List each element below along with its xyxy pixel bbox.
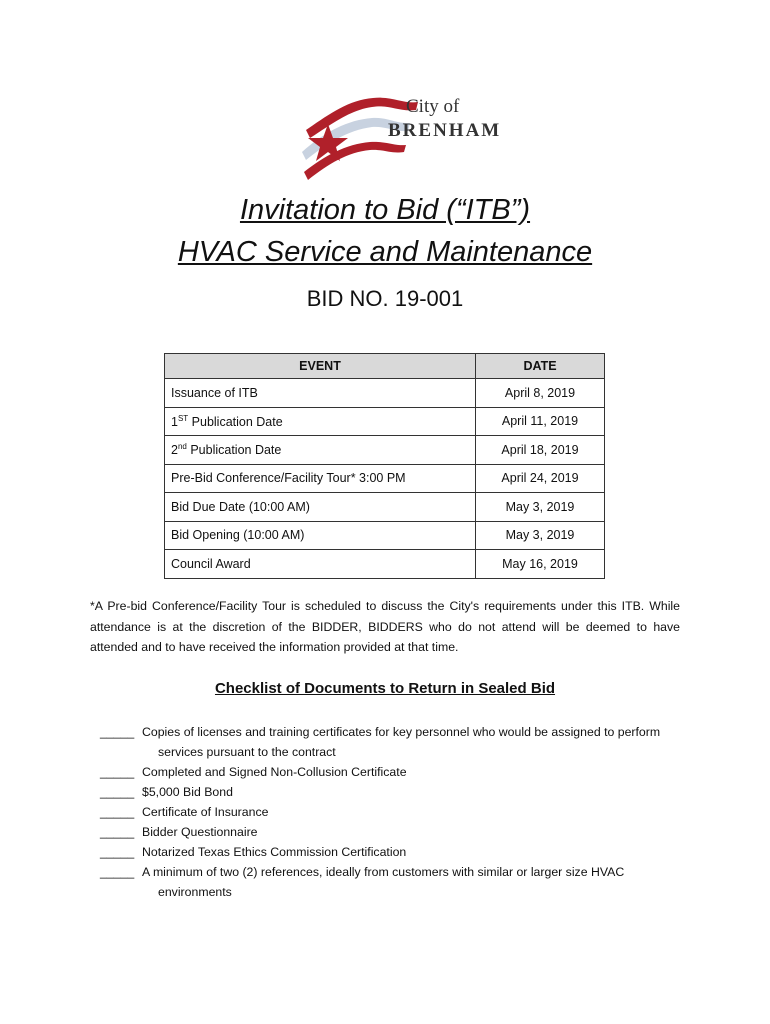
title-line-2: HVAC Service and Maintenance <box>177 236 593 268</box>
date-cell: April 18, 2019 <box>476 436 605 465</box>
checklist-blank: _____ <box>100 785 135 799</box>
checklist-blank: _____ <box>100 845 135 859</box>
date-cell: May 3, 2019 <box>476 493 605 522</box>
logo-name-text: BRENHAM <box>388 120 502 141</box>
list-item <box>100 722 690 762</box>
date-cell: April 24, 2019 <box>476 464 605 493</box>
checklist-blank: _____ <box>100 865 135 879</box>
prebid-note: *A Pre-bid Conference/Facility Tour is scheduled to discuss the City's requirements under this ITB. While attendance is at the discretion of the BIDDER, BIDDERS who do not attend will be deemed to have attended and to have received the information provided at that time. <box>90 599 680 654</box>
schedule-header-row <box>165 354 605 379</box>
checklist-text-cont: environments <box>158 885 232 899</box>
schedule-table <box>164 353 605 579</box>
event-cell: Issuance of ITB <box>165 379 476 408</box>
bid-number: BID NO. 19-001 <box>306 286 464 311</box>
checklist-blank: _____ <box>100 725 135 739</box>
event-cell: 2nd Publication Date <box>165 436 476 465</box>
event-cell: Bid Opening (10:00 AM) <box>165 521 476 550</box>
event-cell: Council Award <box>165 550 476 579</box>
list-item <box>100 762 690 782</box>
checklist-text: Certificate of Insurance <box>142 805 269 819</box>
event-header: EVENT <box>165 354 476 379</box>
event-cell: 1ST Publication Date <box>165 407 476 436</box>
city-logo <box>298 90 502 186</box>
date-cell: May 3, 2019 <box>476 521 605 550</box>
list-item <box>100 862 690 902</box>
checklist-blank: _____ <box>100 805 135 819</box>
list-item <box>100 802 690 822</box>
table-row <box>165 436 605 465</box>
checklist-text: Notarized Texas Ethics Commission Certification <box>142 845 407 859</box>
date-cell: April 8, 2019 <box>476 379 605 408</box>
list-item <box>100 822 690 842</box>
table-row <box>165 379 605 408</box>
event-cell: Bid Due Date (10:00 AM) <box>165 493 476 522</box>
checklist-blank: _____ <box>100 765 135 779</box>
table-row <box>165 550 605 579</box>
table-row <box>165 521 605 550</box>
checklist-text: A minimum of two (2) references, ideally from customers with similar or larger size HVAC <box>142 865 625 879</box>
checklist-text: Completed and Signed Non-Collusion Certificate <box>142 765 407 779</box>
checklist-heading: Checklist of Documents to Return in Sealed Bid <box>214 680 556 697</box>
checklist-text-cont: services pursuant to the contract <box>158 745 336 759</box>
list-item <box>100 842 690 862</box>
logo-city-text: City of <box>406 96 460 117</box>
list-item <box>100 782 690 802</box>
table-row <box>165 407 605 436</box>
title-line-1: Invitation to Bid (“ITB”) <box>239 194 531 226</box>
checklist-text: Copies of licenses and training certificates for key personnel who would be assigned to perform <box>142 725 661 739</box>
date-cell: April 11, 2019 <box>476 407 605 436</box>
table-row <box>165 493 605 522</box>
event-cell: Pre-Bid Conference/Facility Tour* 3:00 PM <box>165 464 476 493</box>
checklist-blank: _____ <box>100 825 135 839</box>
checklist-text: $5,000 Bid Bond <box>142 785 233 799</box>
checklist <box>100 722 690 902</box>
date-cell: May 16, 2019 <box>476 550 605 579</box>
checklist-text: Bidder Questionnaire <box>142 825 258 839</box>
table-row <box>165 464 605 493</box>
date-header: DATE <box>476 354 605 379</box>
